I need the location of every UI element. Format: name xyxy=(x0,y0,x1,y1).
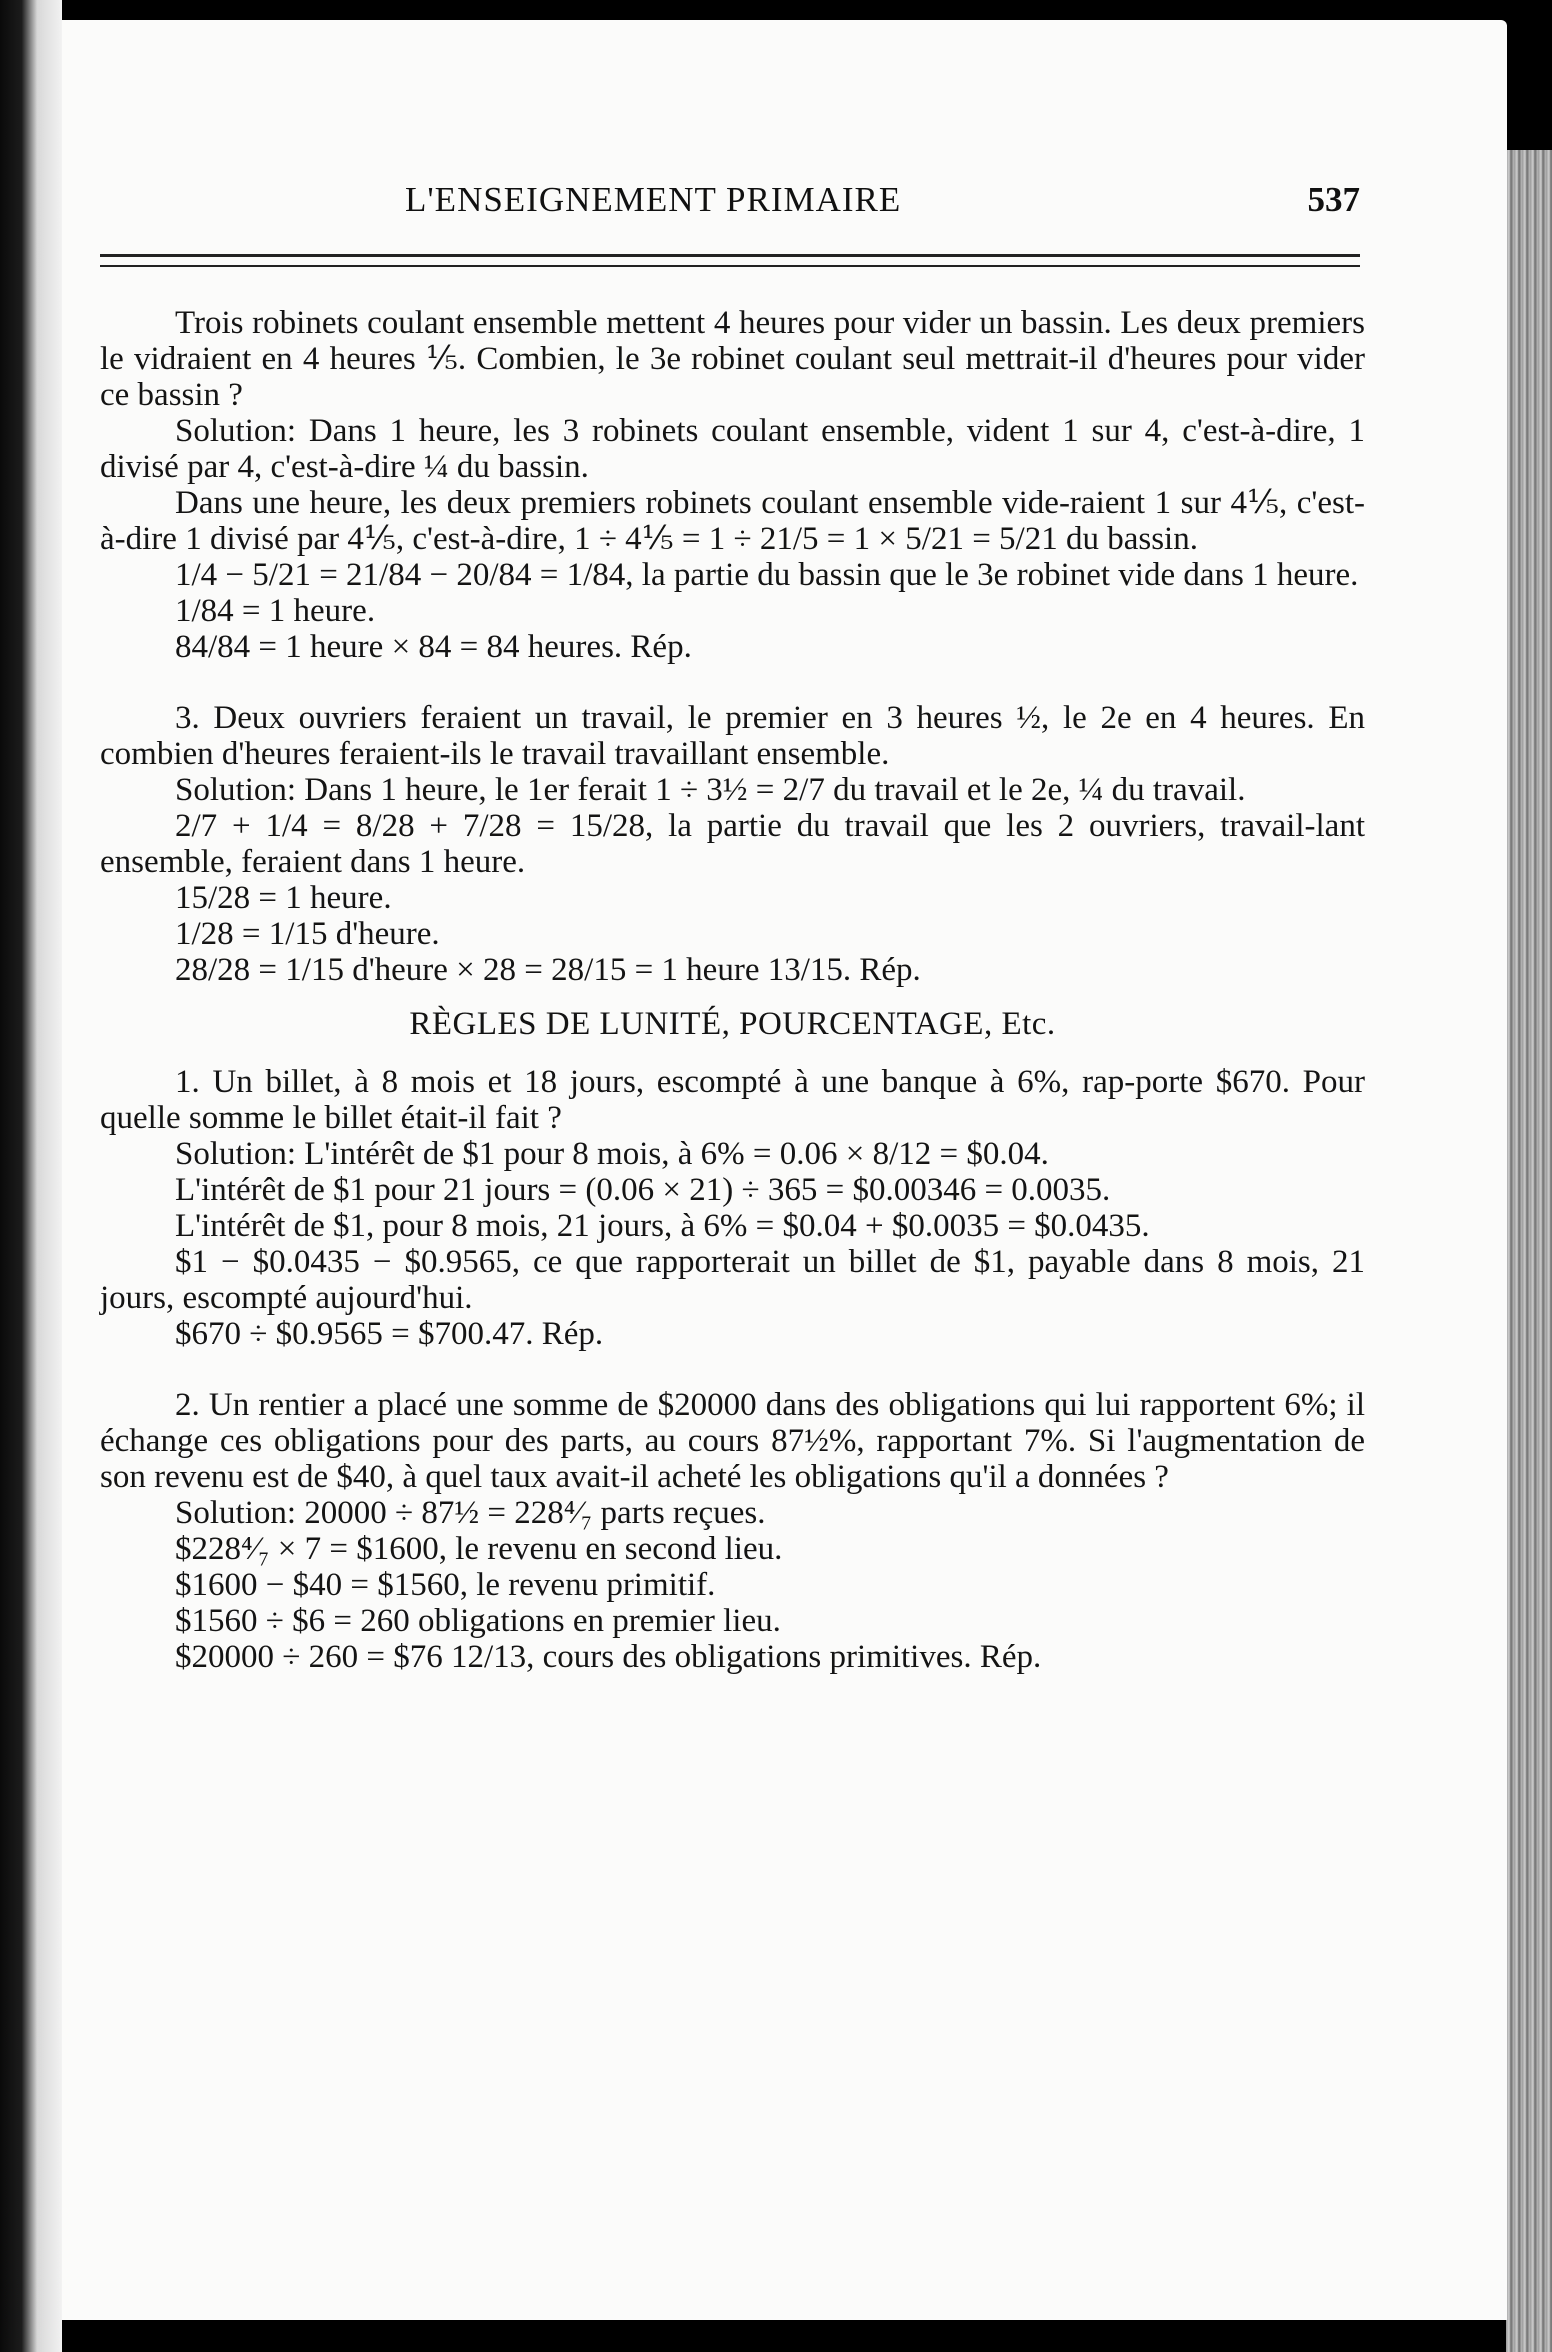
paragraph-p8: Solution: Dans 1 heure, le 1er ferait 1 ÷ 3½ = 2/7 du travail et le 2e, ¼ du travail. xyxy=(175,772,1246,808)
paragraph-q9: $228⁴⁄₇ × 7 = $1600, le revenu en second lieu. xyxy=(175,1531,783,1567)
paragraph-q4: L'intérêt de $1, pour 8 mois, 21 jours, à 6% = $0.04 + $0.0035 = $0.0435. xyxy=(175,1208,1150,1244)
paragraph-p11: 1/28 = 1/15 d'heure. xyxy=(175,916,440,952)
book-gutter-left xyxy=(0,0,62,2352)
problem-block-1 xyxy=(100,305,1365,988)
paragraph-q2: Solution: L'intérêt de $1 pour 8 mois, à 6% = 0.06 × 8/12 = $0.04. xyxy=(175,1136,1049,1172)
paragraph-p6: 84/84 = 1 heure × 84 = 84 heures. Rép. xyxy=(175,629,692,665)
problem-block-2 xyxy=(100,1064,1365,1675)
paragraph-p5: 1/84 = 1 heure. xyxy=(175,593,376,629)
page-number: 537 xyxy=(1307,180,1360,219)
paragraph-q7: 2. Un rentier a placé une somme de $20000 dans des obligations qui lui rapportent 6%; il échange ces obligations pour des parts, au cours 87½%, rapportant 7%. Si l'augmentation de son revenu est de $40, à quel taux avait-il acheté les obligations qu'il a données ? xyxy=(100,1387,1365,1495)
paragraph-gap xyxy=(100,665,1365,700)
paragraph-p3: Dans une heure, les deux premiers robinets coulant ensemble vide-raient 1 sur 4⅕, c'est-à-dire 1 divisé par 4⅕, c'est-à-dire, 1 ÷ 4⅕ = 1 ÷ 21/5 = 1 × 5/21 = 5/21 du bassin. xyxy=(100,485,1365,557)
book-page-edges-right xyxy=(1506,150,1552,2352)
paragraph-p9: 2/7 + 1/4 = 8/28 + 7/28 = 15/28, la partie du travail que les 2 ouvriers, travail-lant ensemble, feraient dans 1 heure. xyxy=(100,808,1365,880)
paragraph-p10: 15/28 = 1 heure. xyxy=(175,880,392,916)
paragraph-q11: $1560 ÷ $6 = 260 obligations en premier lieu. xyxy=(175,1603,781,1639)
paragraph-q8: Solution: 20000 ÷ 87½ = 228⁴⁄₇ parts reçues. xyxy=(175,1495,766,1531)
paragraph-q3: L'intérêt de $1 pour 21 jours = (0.06 × 21) ÷ 365 = $0.00346 = 0.0035. xyxy=(175,1172,1111,1208)
paragraph-p7: 3. Deux ouvriers feraient un travail, le premier en 3 heures ½, le 2e en 4 heures. En combien d'heures feraient-ils le travail travaillant ensemble. xyxy=(100,700,1365,772)
paragraph-gap xyxy=(100,1352,1365,1387)
header-double-rule xyxy=(100,254,1360,267)
page-body xyxy=(100,305,1365,1675)
section-title: RÈGLES DE LUNITÉ, POURCENTAGE, Etc. xyxy=(409,1006,1056,1042)
running-title: L'ENSEIGNEMENT PRIMAIRE xyxy=(405,180,902,219)
paragraph-q6: $670 ÷ $0.9565 = $700.47. Rép. xyxy=(175,1316,604,1352)
paragraph-q10: $1600 − $40 = $1560, le revenu primitif. xyxy=(175,1567,716,1603)
running-header xyxy=(95,180,1360,220)
paragraph-p2: Solution: Dans 1 heure, les 3 robinets coulant ensemble, vident 1 sur 4, c'est-à-dire, 1 divisé par 4, c'est-à-dire ¼ du bassin. xyxy=(100,413,1365,485)
paragraph-p12: 28/28 = 1/15 d'heure × 28 = 28/15 = 1 heure 13/15. Rép. xyxy=(175,952,921,988)
paragraph-p1: Trois robinets coulant ensemble mettent 4 heures pour vider un bassin. Les deux premiers le vidraient en 4 heures ⅕. Combien, le 3e robinet coulant seul mettrait-il d'heures pour vider ce bassin ? xyxy=(100,305,1365,413)
paragraph-p4: 1/4 − 5/21 = 21/84 − 20/84 = 1/84, la partie du bassin que le 3e robinet vide dans 1 heure. xyxy=(175,557,1359,593)
paragraph-q12: $20000 ÷ 260 = $76 12/13, cours des obligations primitives. Rép. xyxy=(175,1639,1042,1675)
paragraph-q5: $1 − $0.0435 − $0.9565, ce que rapporterait un billet de $1, payable dans 8 mois, 21 jours, escompté aujourd'hui. xyxy=(100,1244,1365,1316)
paragraph-q1: 1. Un billet, à 8 mois et 18 jours, escompté à une banque à 6%, rap-porte $670. Pour quelle somme le billet était-il fait ? xyxy=(100,1064,1365,1136)
